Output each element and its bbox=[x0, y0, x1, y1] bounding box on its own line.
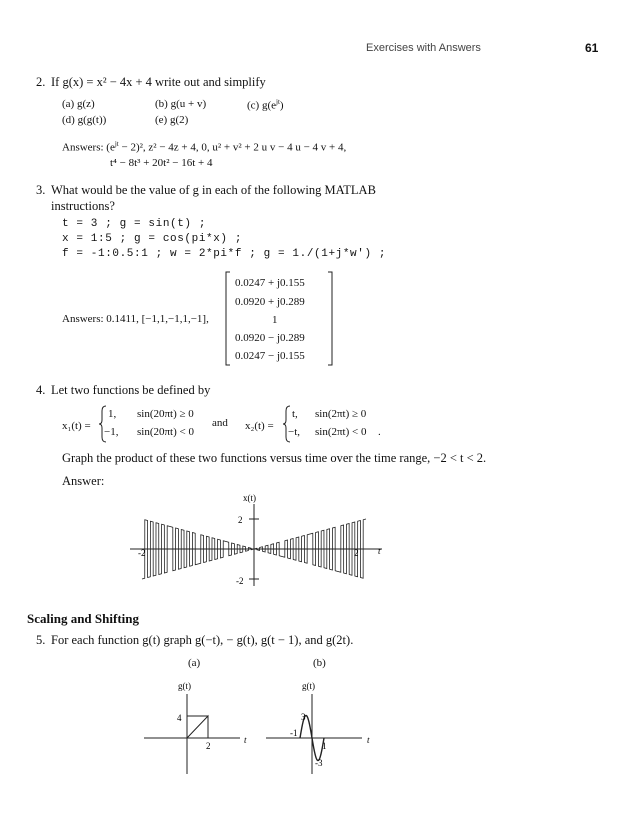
ex4-x2-case1-value: t, bbox=[292, 408, 298, 420]
plot-xlabel: t bbox=[378, 546, 381, 556]
ex2-part-e: (e) g(2) bbox=[155, 114, 189, 126]
ex4-x2-case2-cond: sin(2πt) < 0 bbox=[315, 426, 367, 438]
graph-a-xlabel: t bbox=[244, 735, 247, 745]
ex3-matrix-row-2: 0.0920 + j0.289 bbox=[235, 296, 305, 308]
tick-x-pos: 2 bbox=[354, 548, 359, 558]
ex2-part-c: (c) $g(e^{jt})$ bbox=[247, 98, 284, 112]
graph-b bbox=[262, 676, 382, 776]
graph-b-tick-x-neg: -1 bbox=[290, 728, 298, 738]
ex2-part-d: (d) g(g(t)) bbox=[62, 114, 107, 126]
ex3-code-line-2: x = 1:5 ; g = cos(pi*x) ; bbox=[62, 233, 243, 245]
ex4-number: 4. bbox=[36, 383, 46, 397]
ex2-prompt: If g(x) = x² − 4x + 4 write out and simplify bbox=[51, 75, 266, 89]
tick-y-neg: -2 bbox=[236, 576, 244, 586]
tick-x-neg: -2 bbox=[138, 548, 146, 558]
ex2-part-b: (b) g(u + v) bbox=[155, 98, 207, 110]
graph-b-tick-y-pos: 3 bbox=[301, 712, 306, 722]
ex2-part-a: (a) g(z) bbox=[62, 98, 95, 110]
graph-b-tick-y-neg: -3 bbox=[315, 758, 323, 768]
ex3-matrix-row-3: 1 bbox=[272, 314, 278, 326]
ex4-x2-trailing: . bbox=[378, 426, 381, 438]
ex3-matrix-row-5: 0.0247 − j0.155 bbox=[235, 350, 305, 362]
ex5-prompt: For each function g(t) graph g(−t), − g(t), g(t − 1), and g(2t). bbox=[51, 633, 354, 647]
page-number: 61 bbox=[585, 41, 599, 55]
ex3-code-line-1: t = 3 ; g = sin(t) ; bbox=[62, 218, 207, 230]
graph-b-xlabel: t bbox=[367, 735, 370, 745]
graph-a-tick-y: 4 bbox=[177, 713, 182, 723]
graph-a-tick-x: 2 bbox=[206, 741, 211, 751]
ex4-prompt: Let two functions be defined by bbox=[51, 383, 211, 397]
ex2-answers-line2: t⁴ − 8t³ + 20t² − 16t + 4 bbox=[110, 157, 213, 169]
ex3-matrix-row-4: 0.0920 − j0.289 bbox=[235, 332, 305, 344]
ex4-and: and bbox=[212, 417, 228, 429]
ex4-x1-case2-cond: sin(20πt) < 0 bbox=[137, 426, 194, 438]
ex3-code-line-3: f = -1:0.5:1 ; w = 2*pi*f ; g = 1./(1+j*w') ; bbox=[62, 248, 387, 260]
ex3-prompt-line1: What would be the value of g in each of the following MATLAB bbox=[51, 183, 376, 197]
ex3-matrix-row-1: 0.0247 + j0.155 bbox=[235, 277, 305, 289]
graph-a-caption: (a) bbox=[188, 657, 201, 669]
ex4-x2-lhs: x₂(t) = bbox=[245, 420, 274, 432]
ex5-number: 5. bbox=[36, 633, 46, 647]
ex4-x1-case2-value: −1, bbox=[104, 426, 119, 438]
tick-y-pos: 2 bbox=[238, 515, 243, 525]
section-title: Scaling and Shifting bbox=[27, 611, 139, 626]
plot-ylabel: x(t) bbox=[243, 493, 256, 503]
ex4-x2-case1-cond: sin(2πt) ≥ 0 bbox=[315, 408, 367, 420]
graph-a-ylabel: g(t) bbox=[178, 681, 191, 691]
ex3-prompt-line2: instructions? bbox=[51, 199, 115, 213]
ex3-number: 3. bbox=[36, 183, 46, 197]
ex3-answers-label: Answers: 0.1411, [−1,1,−1,1,−1], bbox=[62, 313, 209, 325]
running-title: Exercises with Answers bbox=[366, 42, 481, 54]
ex4-graph-instruction: Graph the product of these two functions versus time over the time range, −2 < t < 2. bbox=[62, 451, 487, 465]
ex4-x1-case1-cond: sin(20πt) ≥ 0 bbox=[137, 408, 194, 420]
ex4-product-plot bbox=[130, 490, 400, 590]
ex2-answers-line1: Answers: $(e^{jt} - 2)^2$, z² − 4z + 4, 0, u² + v² + 2 u v − 4 u − 4 v + 4, bbox=[62, 140, 347, 154]
graph-b-ylabel: g(t) bbox=[302, 681, 315, 691]
ex4-x1-case1-value: 1, bbox=[108, 408, 117, 420]
graph-b-caption: (b) bbox=[313, 657, 326, 669]
ex4-x2-case2-value: −t, bbox=[288, 426, 301, 438]
ex4-answer-label: Answer: bbox=[62, 474, 105, 488]
graph-a-curve bbox=[187, 716, 208, 738]
ex2-number: 2. bbox=[36, 75, 46, 89]
graph-b-tick-x-pos: 1 bbox=[322, 741, 327, 751]
ex4-x1-lhs: x₁(t) = bbox=[62, 420, 91, 432]
graph-a bbox=[140, 676, 255, 776]
